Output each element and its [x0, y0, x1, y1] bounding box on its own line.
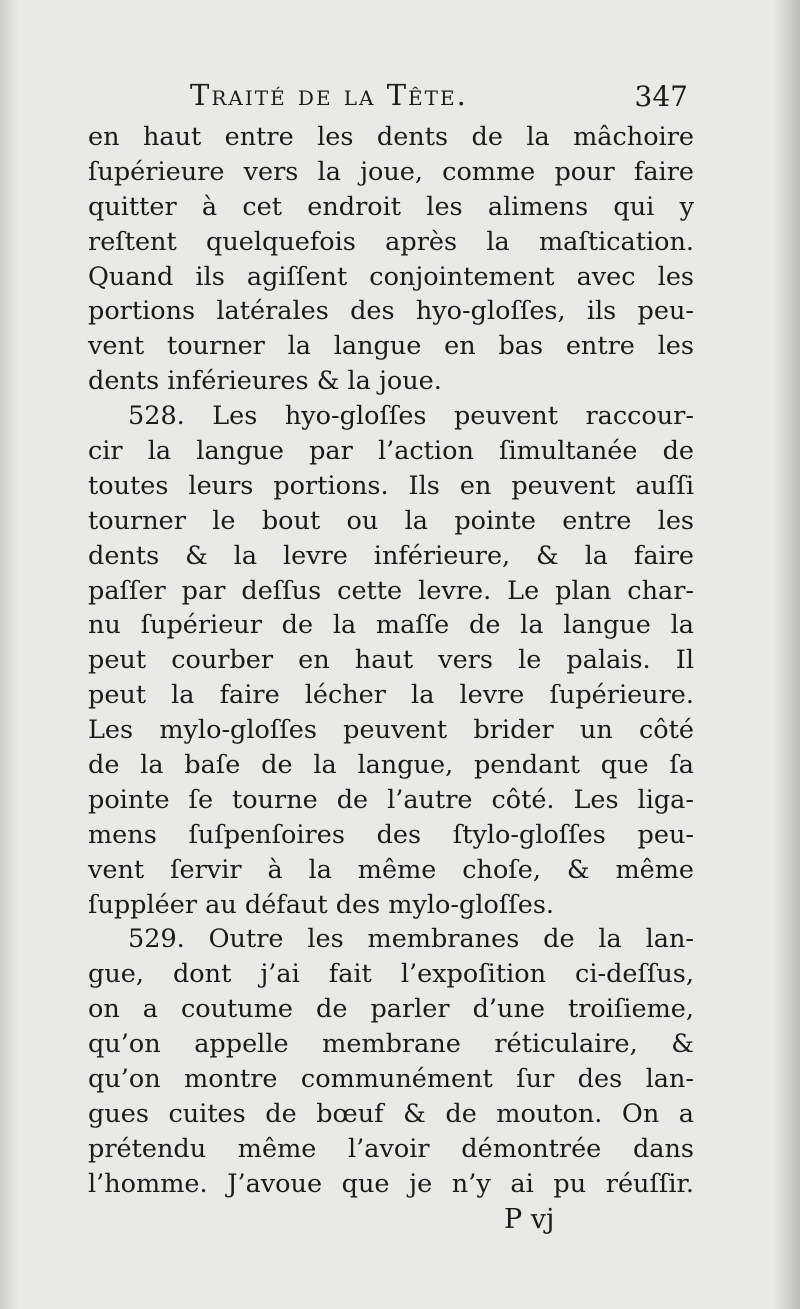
- page-edge-shadow: [774, 0, 800, 1309]
- text-line: Quand ils agiſſent conjointement avec les: [88, 261, 694, 292]
- text-line: en haut entre les dents de la mâchoire: [88, 122, 694, 152]
- text-line: peut courber en haut vers le palais. Il: [88, 645, 694, 676]
- text-line: on a coutume de parler d’une troiſieme,: [88, 994, 694, 1025]
- text-line: ſuppléer au défaut des mylo-gloſſes.: [88, 889, 555, 920]
- text-line: quitter à cet endroit les alimens qui y: [88, 191, 694, 222]
- text-line: prétendu même l’avoir démontrée dans: [88, 1133, 694, 1164]
- text-line: vent tourner la langue en bas entre les: [88, 331, 694, 362]
- text-line: gue, dont j’ai fait l’expoſition ci-deſſus,: [88, 959, 694, 990]
- text-line: l’homme. J’avoue que je n’y ai pu réuſſir.: [88, 1168, 694, 1199]
- paragraph-528-start: 528. Les hyo-gloſſes peuvent raccour-: [128, 401, 694, 432]
- text-line: dents inférieures & la joue.: [88, 366, 442, 397]
- page-gutter-shadow: [0, 0, 18, 1309]
- text-line: cir la langue par l’action ſimultanée de: [88, 436, 694, 467]
- paragraph-529-start: 529. Outre les membranes de la lan-: [128, 924, 694, 955]
- running-title: Traité de la Tête.: [190, 78, 468, 112]
- text-line: toutes leurs portions. Ils en peuvent auſſi: [88, 470, 694, 501]
- signature-mark: P vj: [504, 1204, 555, 1235]
- text-line: dents & la levre inférieure, & la faire: [88, 540, 694, 571]
- text-line: vent ſervir à la même choſe, & même: [88, 854, 694, 885]
- text-line: tourner le bout ou la pointe entre les: [88, 505, 694, 536]
- text-line: qu’on appelle membrane réticulaire, &: [88, 1029, 694, 1060]
- text-line: Les mylo-gloſſes peuvent brider un côté: [88, 715, 694, 746]
- text-line: nu ſupérieur de la maſſe de la langue la: [88, 610, 694, 641]
- text-line: de la baſe de la langue, pendant que ſa: [88, 750, 694, 781]
- text-line: pointe ſe tourne de l’autre côté. Les liga-: [88, 784, 694, 815]
- text-line: reſtent quelquefois après la maſtication.: [88, 226, 694, 257]
- body-text: [88, 120, 694, 1202]
- text-line: qu’on montre communément ſur des lan-: [88, 1064, 694, 1095]
- page-number: 347: [634, 80, 688, 113]
- text-line: paſſer par deſſus cette levre. Le plan char-: [88, 575, 694, 606]
- text-line: gues cuites de bœuf & de mouton. On a: [88, 1098, 694, 1129]
- text-line: peut la faire lécher la levre ſupérieure.: [88, 680, 694, 711]
- page-header: [190, 78, 690, 120]
- text-line: portions latérales des hyo-gloſſes, ils peu-: [88, 296, 694, 327]
- text-line: ſupérieure vers la joue, comme pour faire: [88, 156, 694, 187]
- text-line: mens ſuſpenſoires des ſtylo-gloſſes peu-: [88, 819, 694, 850]
